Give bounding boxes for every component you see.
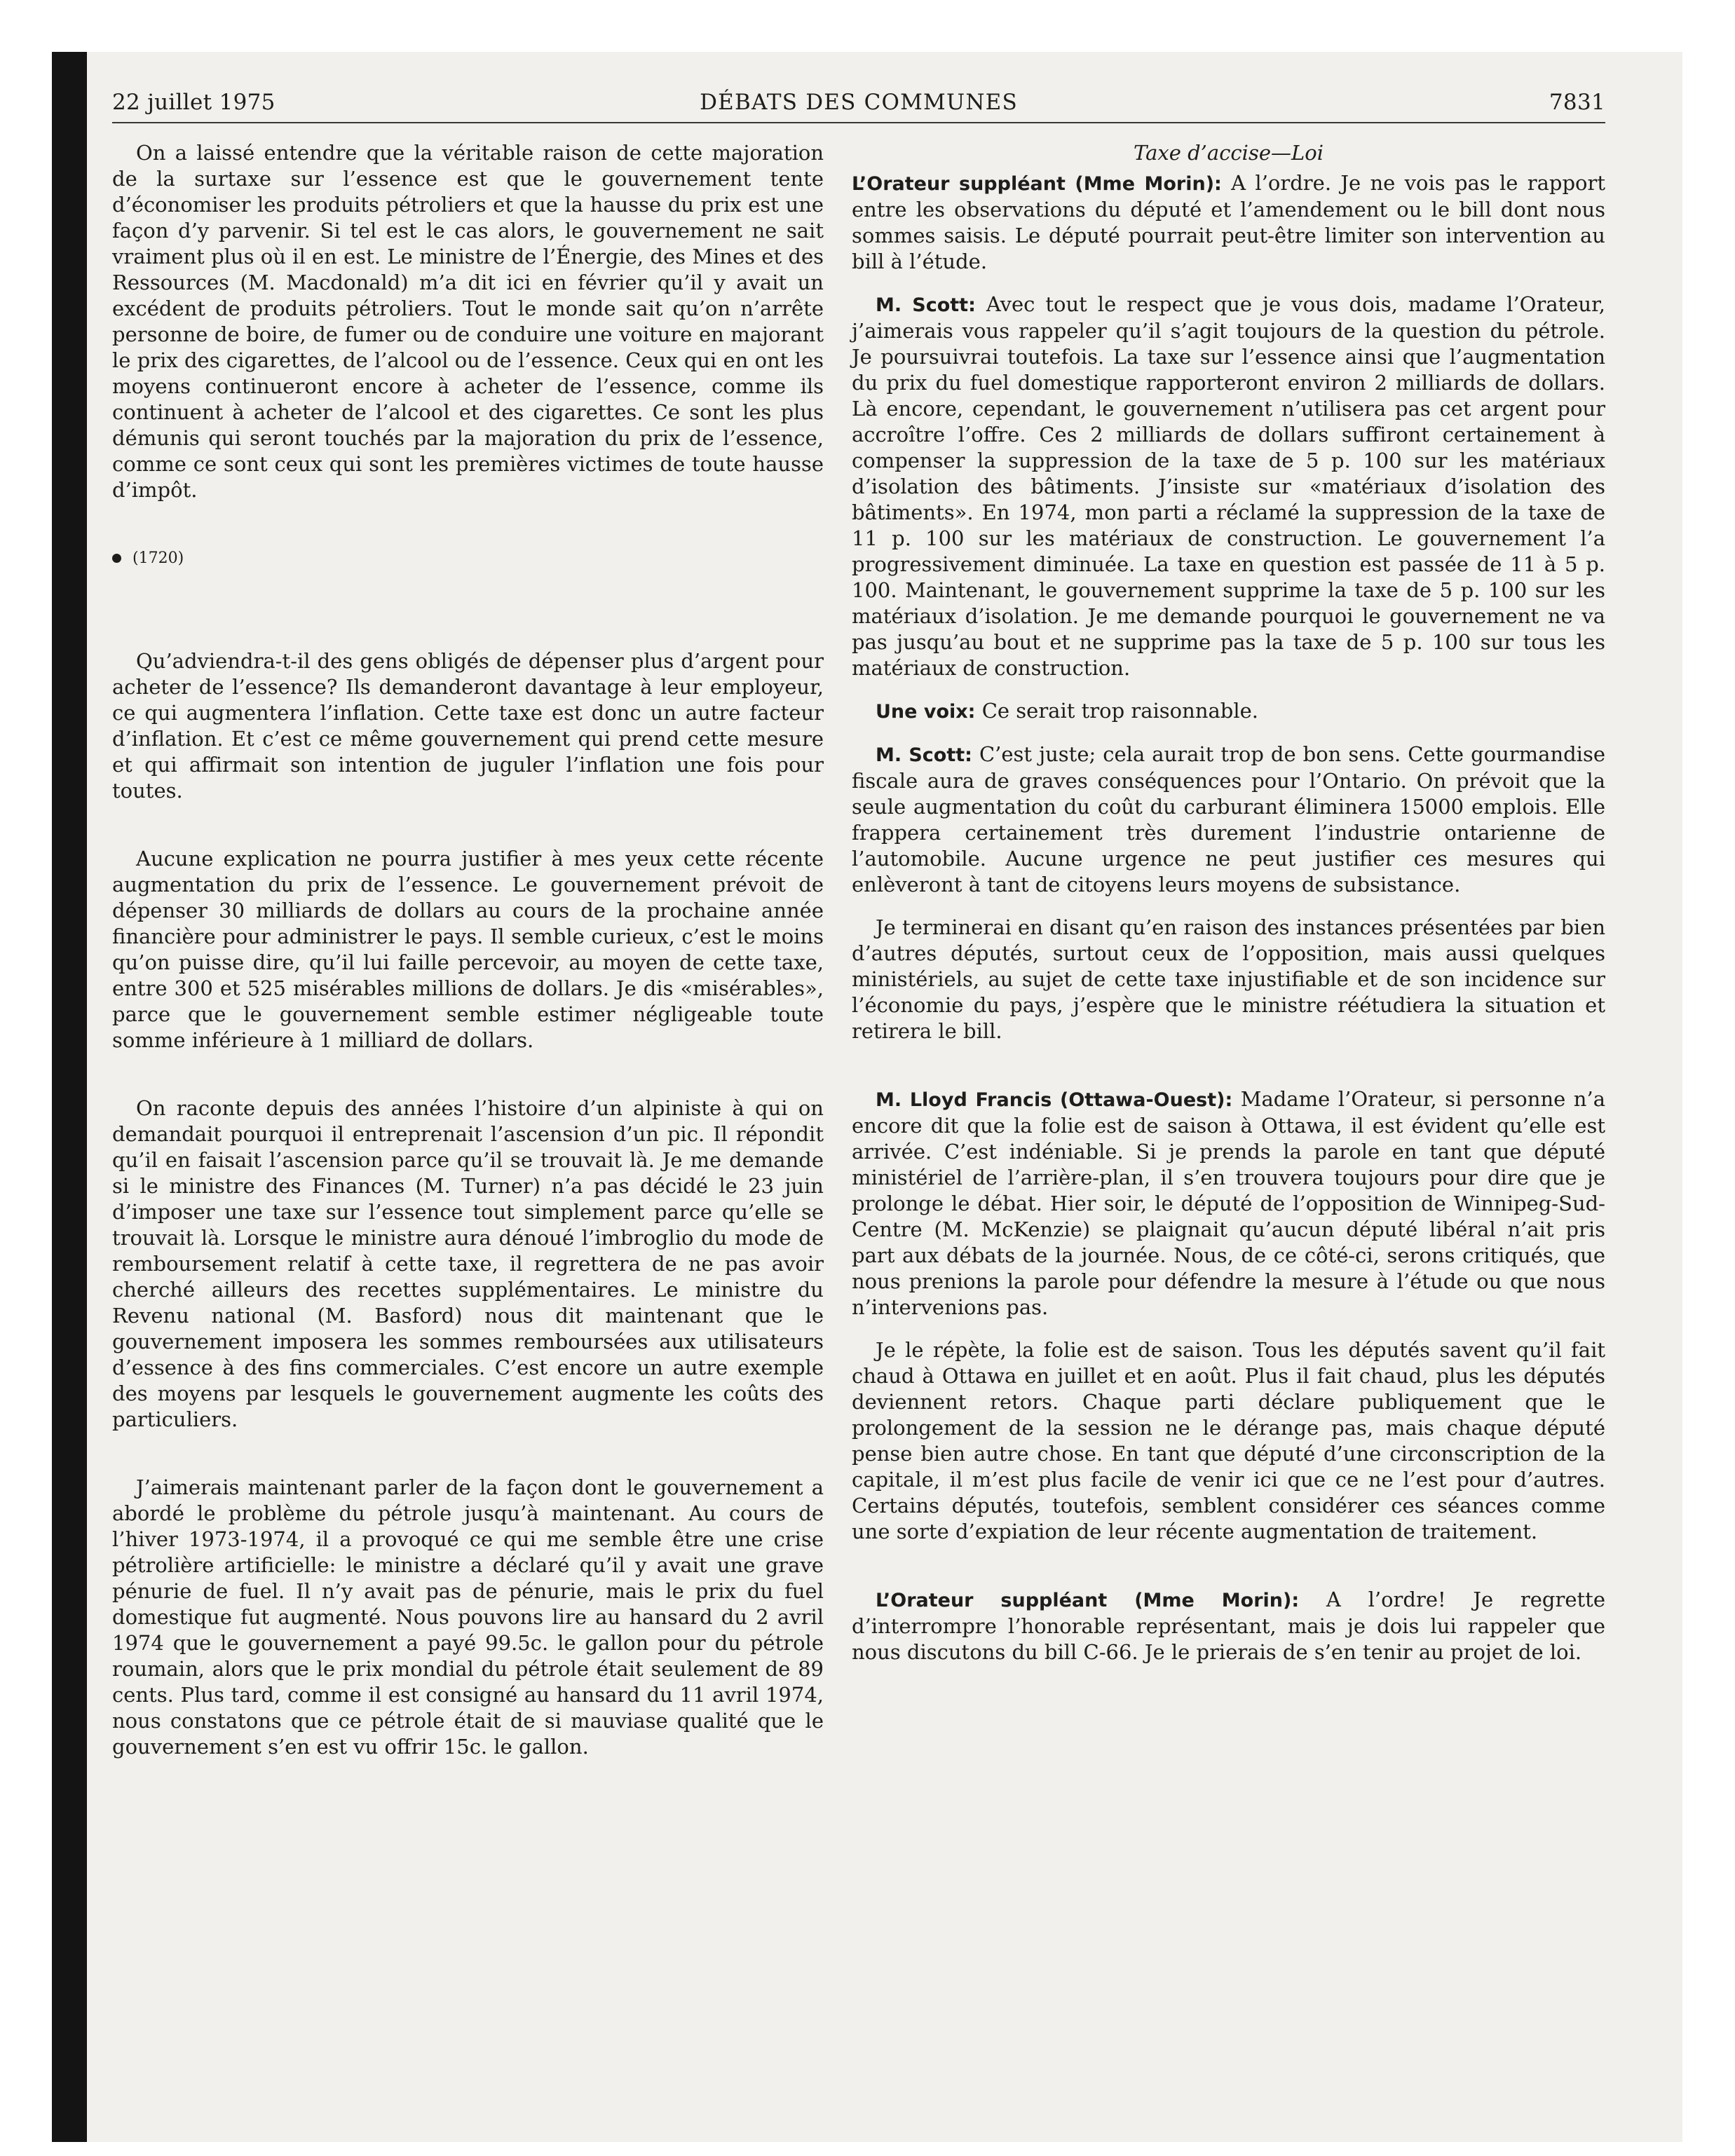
speaker-name: L’Orateur suppléant (Mme Morin): xyxy=(852,173,1222,195)
speaker-name: Une voix: xyxy=(876,701,976,723)
speaker-name: M. Scott: xyxy=(876,294,976,316)
time-marker xyxy=(112,545,824,571)
header-date: 22 juillet 1975 xyxy=(112,90,275,115)
paragraph: Je terminerai en disant qu’en raison des instances présentées par bien d’autres députés, surtout ceux de l’opposition, mais aussi quelques ministériels, au sujet de cette taxe injustifiable et de son incidence sur l’économie du pays, j’espère que le ministre réétudiera la situation et retirera le bill. xyxy=(852,915,1605,1043)
paragraph: On raconte depuis des années l’histoire d’un alpiniste à qui on demandait pourquoi il entreprenait l’ascension d’un pic. Il répondit qu’il en faisait l’ascension parce qu’il se trouvait là. Je me demande si le ministre des Finances (M. Turner) n’a pas décidé le 23 juin d’imposer une taxe sur l’essence tout simplement parce qu’elle se trouvait là. Lorsque le ministre aura dénoué l’imbroglio du mode de remboursement relatif à cette taxe, il regrettera de ne pas avoir cherché ailleurs des recettes supplémentaires. Le ministre du Revenu national (M. Basford) nous dit maintenant que le gouvernement imposera les sommes remboursées aux utilisateurs d’essence à des fins commerciales. C’est encore un autre exemple des moyens par lesquels le gouvernement augmente les coûts des particuliers. xyxy=(112,1096,824,1431)
speech-text: Madame l’Orateur, si personne n’a encore dit que la folie est de saison à Ottawa, il est évident qu’elle est arrivée. C’est indéniable. Si je prends la parole en tant que député ministériel de l’arrière-plan, il s’en trouvera toujours pour dire que je prolonge le débat. Hier soir, le député de l’opposition de Winnipeg-Sud-Centre (M. McKenzie) se plaignait qu’aucun député libéral n’ait pris part aux débats de la journée. Nous, de ce côté-ci, serons critiqués, que nous prenions la parole pour défendre la mesure à l’étude ou que nous n’intervenions pas. xyxy=(852,1087,1605,1319)
paragraph: Aucune explication ne pourra justifier à mes yeux cette récente augmentation du prix de l’essence. Le gouvernement prévoit de dépenser 30 milliards de dollars au cours de la prochaine année financière pour administrer le pays. Il semble curieux, c’est le moins qu’on puisse dire, qu’il lui faille percevoir, au moyen de cette taxe, entre 300 et 525 misérables millions de dollars. Je dis «misérables», parce que le gouvernement semble estimer négligeable toute somme inférieure à 1 milliard de dollars. xyxy=(112,847,824,1052)
time-marker-label: (1720) xyxy=(132,550,184,567)
speech-paragraph xyxy=(852,1086,1605,1321)
binding-edge xyxy=(52,52,87,2142)
speech-text: A l’ordre! Je regrette d’interrompre l’honorable représentant, mais je dois lui rappeler que nous discutons du bill C-66. Je le prierais de s’en tenir au projet de loi. xyxy=(852,1588,1605,1664)
speech-paragraph xyxy=(852,1587,1605,1665)
speech-text: C’est juste; cela aurait trop de bon sens. Cette gourmandise fiscale aura de graves conséquences pour l’Ontario. On prévoit que la seule augmentation du coût du carburant éliminera 15000 emplois. Elle frappera certainement très durement l’industrie ontarienne de l’automobile. Aucune urgence ne peut justifier ces mesures qui enlèveront à tant de citoyens leurs moyens de subsistance. xyxy=(852,742,1605,896)
section-heading: Taxe d’accise—Loi xyxy=(1134,141,1324,165)
speech-text: Ce serait trop raisonnable. xyxy=(975,699,1259,723)
left-column xyxy=(112,140,824,1777)
speaker-name: M. Lloyd Francis (Ottawa-Ouest): xyxy=(876,1089,1233,1111)
speech-paragraph xyxy=(852,292,1605,681)
paragraph: Qu’adviendra-t-il des gens obligés de dépenser plus d’argent pour acheter de l’essence? Ils demanderont davantage à leur employeur, ce qui augmentera l’inflation. Cette taxe est donc un autre facteur d’inflation. Et c’est ce même gouvernement qui prend cette mesure et qui affirmait son intention de juguler l’inflation une fois pour toutes. xyxy=(112,649,824,803)
paragraph: Je le répète, la folie est de saison. Tous les députés savent qu’il fait chaud à Ottawa en juillet et en août. Plus il fait chaud, plus les députés deviennent retors. Chaque parti déclare publiquement que le prolongement de la session ne le dérange pas, mais chaque député pense bien autre chose. En tant que député d’une circonscription de la capitale, il m’est plus facile de venir ici que ce ne l’est pour d’autres. Certains députés, toutefois, semblent considérer ces séances comme une sorte d’expiation de leur récente augmentation de traitement. xyxy=(852,1338,1605,1543)
speech-text: A l’ordre. Je ne vois pas le rapport entre les observations du député et l’amendement ou le bill dont nous sommes saisis. Le député pourrait peut-être limiter son intervention au bill à l’étude. xyxy=(852,171,1605,273)
right-column xyxy=(852,140,1605,1682)
paragraph: J’aimerais maintenant parler de la façon dont le gouvernement a abordé le problème du pétrole jusqu’à maintenant. Au cours de l’hiver 1973-1974, il a provoqué ce qui me semble être une crise pétrolière artificielle: le ministre a déclaré qu’il y avait une grave pénurie de fuel. Il n’y avait pas de pénurie, mais le prix du fuel domestique fut augmenté. Nous pouvons lire au hansard du 2 avril 1974 que le gouvernement a payé 99.5c. le gallon pour du pétrole roumain, alors que le prix mondial du pétrole était seulement de 89 cents. Plus tard, comme il est consigné au hansard du 11 avril 1974, nous constatons que ce pétrole était de si mauviase qualité que le gouvernement s’en est vu offrir 15c. le gallon. xyxy=(112,1475,824,1759)
header-publication: DÉBATS DES COMMUNES xyxy=(700,90,1018,115)
speech-paragraph xyxy=(852,698,1605,725)
paragraph: On a laissé entendre que la véritable raison de cette majoration de la surtaxe sur l’essence est que le gouvernement tente d’économiser les produits pétroliers et que la hausse du prix est une façon d’y parvenir. Si tel est le cas alors, le gouvernement ne sait vraiment plus où il en est. Le ministre de l’Énergie, des Mines et des Ressources (M. Macdonald) m’a dit ici en février qu’il y avait un excédent de produits pétroliers. Tout le monde sait qu’on n’arrête personne de boire, de fumer ou de conduire une voiture en majorant le prix des cigarettes, de l’alcool ou de l’essence. Ceux qui en ont les moyens continueront encore à acheter de l’essence, comme ils continuent à acheter de l’alcool et des cigarettes. Ce sont les plus démunis qui seront touchés par la majoration du prix de l’essence, comme ce sont ceux qui sont les premières victimes de toute hausse d’impôt. xyxy=(112,141,824,502)
speech-paragraph xyxy=(852,742,1605,898)
page-header xyxy=(112,90,1605,121)
speech-text: Avec tout le respect que je vous dois, madame l’Orateur, j’aimerais vous rappeler qu’il s’agit toujours de la question du pétrole. Je poursuivrai toutefois. La taxe sur l’essence ainsi que l’augmentation du prix du fuel domestique rapporteront environ 2 milliards de dollars. Là encore, cependant, le gouvernement n’utilisera pas cet argent pour accroître l’offre. Ces 2 milliards de dollars suffiront certainement à compenser la suppression de la taxe de 5 p. 100 sur les matériaux d’isolation des bâtiments. J’insiste sur «matériaux d’isolation des bâtiments». En 1974, mon parti a réclamé la suppression de la taxe de 11 p. 100 sur les matériaux de construction. Le gouvernement l’a progressivement diminuée. La taxe en question est passée de 11 à 5 p. 100. Maintenant, le gouvernement supprime la taxe de 5 p. 100 sur les matériaux d’isolation. Je me demande pourquoi le gouvernement ne va pas jusqu’au bout et ne supprime pas la taxe de 5 p. 100 sur tous les matériaux de construction. xyxy=(852,292,1605,680)
speaker-name: L’Orateur suppléant (Mme Morin): xyxy=(876,1590,1300,1611)
bullet-icon xyxy=(112,554,121,563)
speaker-name: M. Scott: xyxy=(876,744,972,766)
header-page-number: 7831 xyxy=(1549,90,1605,115)
header-rule xyxy=(112,122,1605,123)
speech-paragraph xyxy=(852,170,1605,275)
